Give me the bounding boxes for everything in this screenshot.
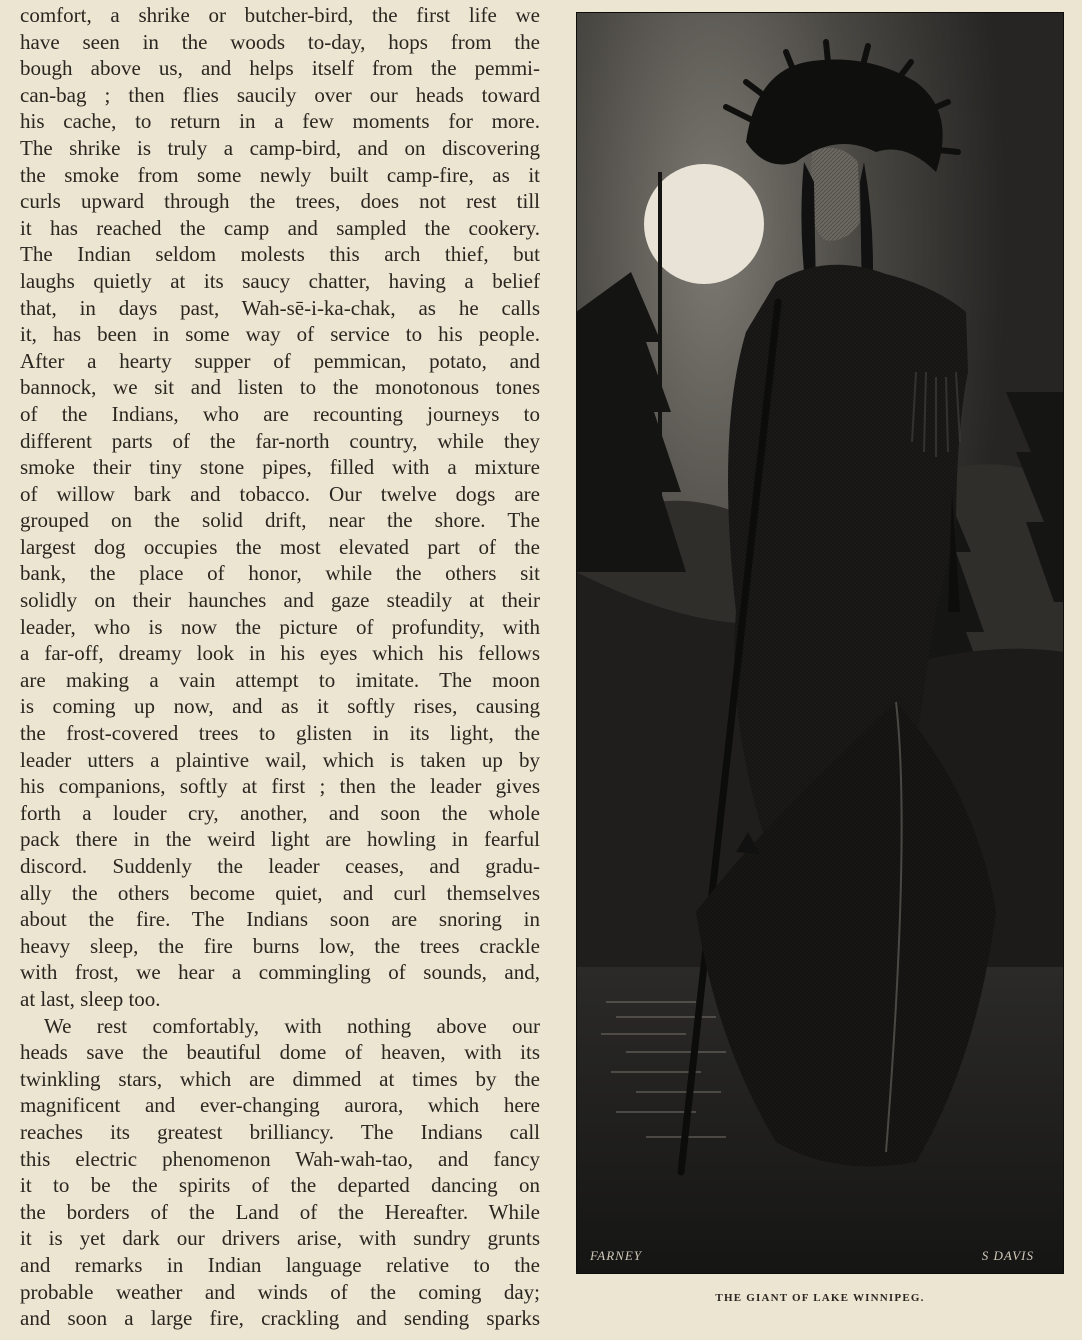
article-line: The shrike is truly a camp-bird, and on discovering bbox=[20, 135, 540, 160]
article-text-column bbox=[20, 2, 540, 1332]
article-line: curls upward through the trees, does not rest till bbox=[20, 189, 540, 214]
article-line: heavy sleep, the fire burns low, the trees crackle bbox=[20, 933, 540, 958]
article-line: the smoke from some newly built camp-fire, as it bbox=[20, 162, 540, 187]
article-line: comfort, a shrike or butcher-bird, the first life we bbox=[20, 3, 540, 27]
article-line: bough above us, and helps itself from the pemmi- bbox=[20, 56, 540, 81]
article-line: and remarks in Indian language relative to the bbox=[20, 1252, 540, 1277]
article-line: After a hearty supper of pemmican, potato, and bbox=[20, 348, 540, 373]
article-line: leader, who is now the picture of profundity, with bbox=[20, 614, 540, 639]
article-line: We rest comfortably, with nothing above our bbox=[44, 1013, 540, 1038]
article-line: pack there in the weird light are howling in fearful bbox=[20, 827, 540, 852]
article-line: about the fire. The Indians soon are snoring in bbox=[20, 907, 540, 932]
article-line: the frost-covered trees to glisten in its light, the bbox=[20, 721, 540, 746]
article-line: at last, sleep too. bbox=[20, 986, 161, 1011]
article-line: solidly on their haunches and gaze steadily at their bbox=[20, 588, 540, 613]
article-line: it to be the spirits of the departed dancing on bbox=[20, 1173, 540, 1198]
engraver-signature-right: S DAVIS bbox=[981, 1248, 1034, 1263]
article-line: discord. Suddenly the leader ceases, and gradu- bbox=[20, 854, 540, 878]
article-line: it has reached the camp and sampled the cookery. bbox=[20, 215, 540, 240]
article-line: largest dog occupies the most elevated part of the bbox=[20, 534, 540, 559]
artist-signature-left: FARNEY bbox=[590, 1248, 642, 1263]
article-line: his cache, to return in a few moments for more. bbox=[20, 109, 540, 134]
article-line: bannock, we sit and listen to the monotonous tones bbox=[20, 375, 540, 400]
article-line: probable weather and winds of the coming day; bbox=[20, 1279, 540, 1304]
article-line: is coming up now, and as it softly rises, causing bbox=[20, 694, 540, 719]
article-line: of the Indians, who are recounting journeys to bbox=[20, 401, 540, 426]
article-line: the borders of the Land of the Hereafter. While bbox=[20, 1199, 540, 1224]
article-line: reaches its greatest brilliancy. The Indians call bbox=[20, 1119, 540, 1144]
article-line: and soon a large fire, crackling and sending sparks bbox=[20, 1306, 540, 1331]
article-line: twinkling stars, which are dimmed at times by the bbox=[20, 1066, 540, 1091]
article-line: smoke their tiny stone pipes, filled with a mixture bbox=[20, 455, 540, 480]
article-line: magnificent and ever-changing aurora, which here bbox=[20, 1093, 540, 1118]
article-line: grouped on the solid drift, near the shore. The bbox=[20, 508, 540, 533]
article-line: with frost, we hear a commingling of sounds, and, bbox=[20, 960, 540, 985]
article-line: ally the others become quiet, and curl themselves bbox=[20, 880, 540, 905]
article-line: of willow bark and tobacco. Our twelve dogs are bbox=[20, 481, 540, 506]
article-line: are making a vain attempt to imitate. The moon bbox=[20, 667, 540, 692]
article-line: a far-off, dreamy look in his eyes which his fellows bbox=[20, 641, 540, 666]
article-line: that, in days past, Wah-sē-i-ka-chak, as he calls bbox=[20, 295, 540, 320]
article-line: it, has been in some way of service to his people. bbox=[20, 322, 540, 347]
article-line: heads save the beautiful dome of heaven, with its bbox=[20, 1040, 540, 1065]
article-line: his companions, softly at first ; then the leader gives bbox=[20, 774, 540, 799]
article-line: leader utters a plaintive wail, which is taken up by bbox=[20, 747, 540, 772]
article-line: have seen in the woods to-day, hops from the bbox=[20, 29, 540, 54]
article-line: laughs quietly at its saucy chatter, having a belief bbox=[20, 268, 540, 293]
article-line: this electric phenomenon Wah-wah-tao, and fancy bbox=[20, 1146, 540, 1171]
article-line: The Indian seldom molests this arch thief, but bbox=[20, 242, 540, 267]
engraving-illustration bbox=[576, 12, 1064, 1274]
article-line: can-bag ; then flies saucily over our heads toward bbox=[20, 82, 540, 107]
article-line: it is yet dark our drivers arise, with sundry grunts bbox=[20, 1226, 540, 1251]
article-line: different parts of the far-north country, while they bbox=[20, 428, 540, 453]
illustration-caption: THE GIANT OF LAKE WINNIPEG. bbox=[715, 1292, 925, 1304]
article-line: forth a louder cry, another, and soon the whole bbox=[20, 800, 540, 825]
article-line: bank, the place of honor, while the others sit bbox=[20, 561, 540, 586]
